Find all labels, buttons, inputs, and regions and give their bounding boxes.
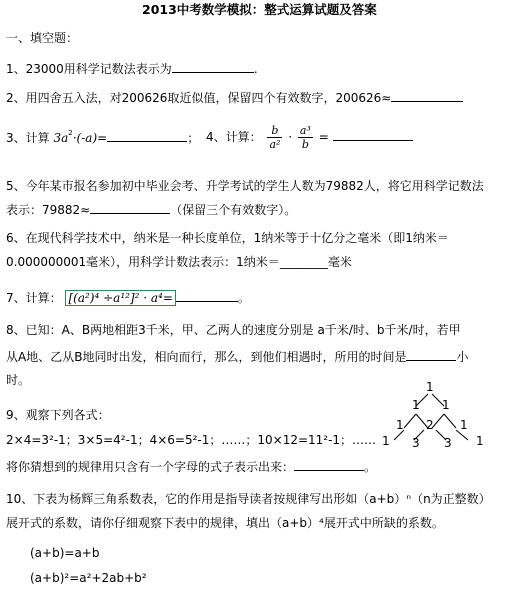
question-7-end: 。: [237, 291, 250, 305]
pascal-triangle-lines: [380, 378, 490, 448]
triangle-cell: 1: [442, 398, 450, 412]
formula-1: (a+b)=a+b: [30, 546, 100, 560]
triangle-cell: 1: [382, 434, 390, 448]
question-1: [6, 60, 258, 77]
question-1-text: 1、23000用科学记数法表示为: [6, 62, 172, 76]
triangle-cell: 1: [426, 380, 434, 394]
formula-2: (a+b)²=a²+2ab+b²: [30, 571, 147, 585]
question-9-line-3: [6, 458, 376, 475]
fraction-2-denominator: b: [301, 138, 309, 151]
question-1-end: .: [253, 62, 258, 76]
answer-blank: [406, 348, 456, 361]
answer-blank: [172, 60, 254, 73]
question-2-text: 2、用四舍五入法，对200626取近似值，保留四个有效数字，200626≈: [6, 91, 392, 105]
section-heading: 一、填空题：: [6, 31, 79, 45]
question-8-suffix: 小: [456, 350, 469, 364]
answer-blank: [294, 458, 364, 471]
question-9-end: 。: [364, 460, 377, 474]
question-7: [6, 289, 250, 306]
question-10-line-2: 展开式的系数，请你仔细观察下表中的规律，填出（a+b）⁴展开式中所缺的系数。: [6, 516, 444, 530]
question-2: [6, 89, 463, 106]
question-6-unit: 毫米: [327, 255, 352, 269]
question-7-expression: [(a²)⁴ ÷a¹²]² · a⁴=: [65, 290, 175, 306]
question-6-prefix: 0.000000001毫米），用科学计数法表示：1纳米＝: [6, 255, 280, 269]
question-9-text: 将你猜想到的规律用只含有一个字母的式子表示出来：: [6, 460, 295, 474]
fraction-1-numerator: b: [267, 124, 282, 138]
question-5-line-2: [6, 201, 296, 218]
question-4-label: 4、计算：: [206, 130, 262, 144]
fraction-1: [267, 124, 282, 151]
question-3-end: ；: [187, 131, 200, 145]
triangle-cell: 3: [444, 436, 452, 450]
pascal-triangle: [380, 378, 490, 448]
answer-blank: [176, 289, 238, 302]
triangle-cell: 1: [476, 434, 484, 448]
answer-blank: [391, 89, 463, 102]
question-3-label: 3、计算: [6, 131, 50, 145]
triangle-cell: 1: [460, 418, 468, 432]
answer-blank: [107, 129, 187, 142]
question-8-line-1: 8、已知：A、B两地相距3千米，甲、乙两人的速度分别是 a千米/时、b千米/时，若甲: [6, 323, 461, 337]
question-5-suffix: （保留三个有效数字）。: [170, 203, 297, 217]
answer-blank: [333, 128, 413, 141]
fraction-2: [298, 124, 313, 151]
question-7-label: 7、计算：: [6, 291, 62, 305]
triangle-cell: 3: [412, 436, 420, 450]
question-6-line-2: [6, 254, 352, 270]
equals-sign: =: [318, 130, 329, 144]
triangle-cell: 1: [412, 398, 420, 412]
question-9-line-2: 2×4=3²-1；3×5=4²-1；4×6=5²-1；……；10×12=11²-1；……: [6, 433, 377, 447]
question-8-text: 从A地、乙从B地同时出发，相向而行，那么，到他们相遇时，所用的时间是: [6, 350, 407, 364]
triangle-cell: 1: [396, 418, 404, 432]
question-8-line-2: [6, 348, 468, 365]
question-8-line-3: 时。: [6, 373, 31, 387]
answer-blank: [90, 201, 170, 214]
multiply-dot: ·: [288, 130, 293, 144]
question-10-line-1: 10、下表为杨辉三角系数表，它的作用是指导读者按规律写出形如（a+b）ⁿ（n为正整数）: [6, 492, 491, 506]
question-9-line-1: 9、观察下列各式：: [6, 408, 110, 422]
answer-blank: ________: [279, 255, 328, 269]
question-3: [6, 129, 199, 146]
triangle-cell: 2: [426, 418, 434, 432]
question-3-expr-b: ·(-a)=: [72, 131, 108, 145]
question-6-line-1: 6、在现代科学技术中，纳米是一种长度单位，1纳米等于十亿分之毫米（即1纳米＝: [6, 231, 449, 245]
fraction-2-numerator: a³: [299, 124, 311, 137]
question-3-expr-a: 3a: [53, 131, 69, 145]
fraction-1-denominator: a²: [269, 138, 281, 151]
page-title: 2013中考数学模拟：整式运算试题及答案: [142, 2, 377, 17]
question-5-line-1: 5、今年某市报名参加初中毕业会考、升学考试的学生人数为79882人，将它用科学记数法: [6, 179, 484, 193]
question-3-exponent: 2: [68, 129, 73, 137]
question-4: [206, 122, 413, 152]
question-5-prefix: 表示：79882≈: [6, 203, 91, 217]
